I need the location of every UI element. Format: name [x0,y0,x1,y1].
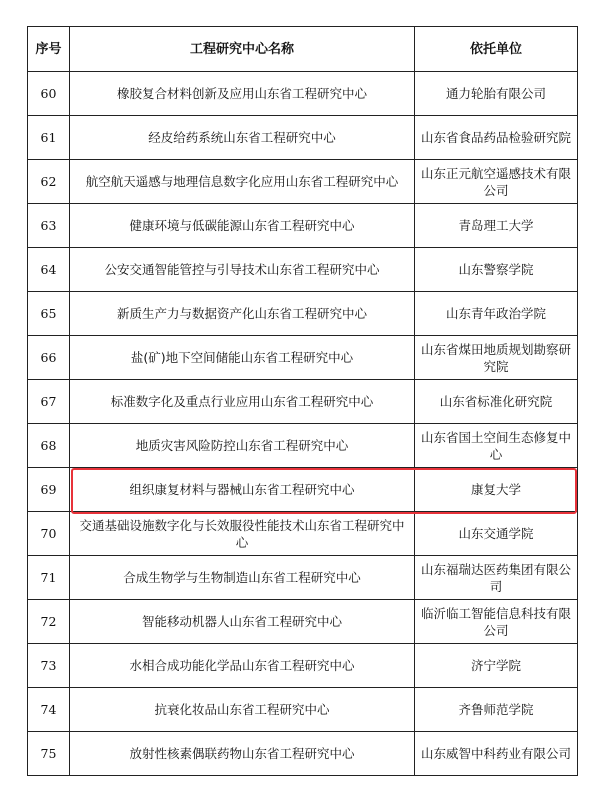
cell-seq: 69 [28,468,70,512]
cell-host-org: 山东警察学院 [415,248,578,292]
cell-seq: 66 [28,336,70,380]
cell-center-name: 盐(矿)地下空间储能山东省工程研究中心 [70,336,415,380]
cell-center-name: 标准数字化及重点行业应用山东省工程研究中心 [70,380,415,424]
engineering-center-table [27,26,578,776]
cell-seq: 74 [28,688,70,732]
cell-host-org: 康复大学 [415,468,578,512]
header-host-org: 依托单位 [415,27,578,72]
cell-seq: 70 [28,512,70,556]
table-row [28,468,578,512]
cell-host-org: 山东省标准化研究院 [415,380,578,424]
cell-host-org: 山东省国土空间生态修复中心 [415,424,578,468]
table-body [28,72,578,776]
cell-seq: 75 [28,732,70,776]
cell-seq: 60 [28,72,70,116]
cell-host-org: 齐鲁师范学院 [415,688,578,732]
cell-host-org: 济宁学院 [415,644,578,688]
cell-seq: 72 [28,600,70,644]
table-row [28,512,578,556]
cell-seq: 65 [28,292,70,336]
header-seq: 序号 [28,27,70,72]
cell-seq: 62 [28,160,70,204]
cell-host-org: 山东交通学院 [415,512,578,556]
cell-center-name: 智能移动机器人山东省工程研究中心 [70,600,415,644]
table-row [28,732,578,776]
table-header-row [28,27,578,72]
table-row [28,72,578,116]
cell-seq: 68 [28,424,70,468]
cell-seq: 64 [28,248,70,292]
cell-seq: 67 [28,380,70,424]
cell-host-org: 临沂临工智能信息科技有限公司 [415,600,578,644]
table-row [28,688,578,732]
cell-center-name: 合成生物学与生物制造山东省工程研究中心 [70,556,415,600]
cell-center-name: 经皮给药系统山东省工程研究中心 [70,116,415,160]
table-row [28,204,578,248]
cell-center-name: 新质生产力与数据资产化山东省工程研究中心 [70,292,415,336]
cell-center-name: 交通基础设施数字化与长效服役性能技术山东省工程研究中心 [70,512,415,556]
table-row [28,600,578,644]
cell-seq: 73 [28,644,70,688]
table-row [28,336,578,380]
table-row [28,644,578,688]
cell-host-org: 山东青年政治学院 [415,292,578,336]
table-row [28,292,578,336]
header-center-name: 工程研究中心名称 [70,27,415,72]
cell-center-name: 组织康复材料与器械山东省工程研究中心 [70,468,415,512]
cell-center-name: 健康环境与低碳能源山东省工程研究中心 [70,204,415,248]
table-row [28,160,578,204]
cell-host-org: 山东省食品药品检验研究院 [415,116,578,160]
cell-center-name: 航空航天遥感与地理信息数字化应用山东省工程研究中心 [70,160,415,204]
cell-center-name: 放射性核素偶联药物山东省工程研究中心 [70,732,415,776]
cell-center-name: 抗衰化妆品山东省工程研究中心 [70,688,415,732]
cell-host-org: 青岛理工大学 [415,204,578,248]
cell-center-name: 地质灾害风险防控山东省工程研究中心 [70,424,415,468]
table-row [28,116,578,160]
cell-seq: 61 [28,116,70,160]
cell-host-org: 山东省煤田地质规划勘察研究院 [415,336,578,380]
cell-host-org: 山东正元航空遥感技术有限公司 [415,160,578,204]
table-row [28,424,578,468]
cell-host-org: 山东威智中科药业有限公司 [415,732,578,776]
cell-center-name: 水相合成功能化学品山东省工程研究中心 [70,644,415,688]
cell-host-org: 山东福瑞达医药集团有限公司 [415,556,578,600]
table-row [28,556,578,600]
table-row [28,380,578,424]
cell-host-org: 通力轮胎有限公司 [415,72,578,116]
cell-seq: 63 [28,204,70,248]
table-row [28,248,578,292]
cell-center-name: 公安交通智能管控与引导技术山东省工程研究中心 [70,248,415,292]
cell-center-name: 橡胶复合材料创新及应用山东省工程研究中心 [70,72,415,116]
cell-seq: 71 [28,556,70,600]
